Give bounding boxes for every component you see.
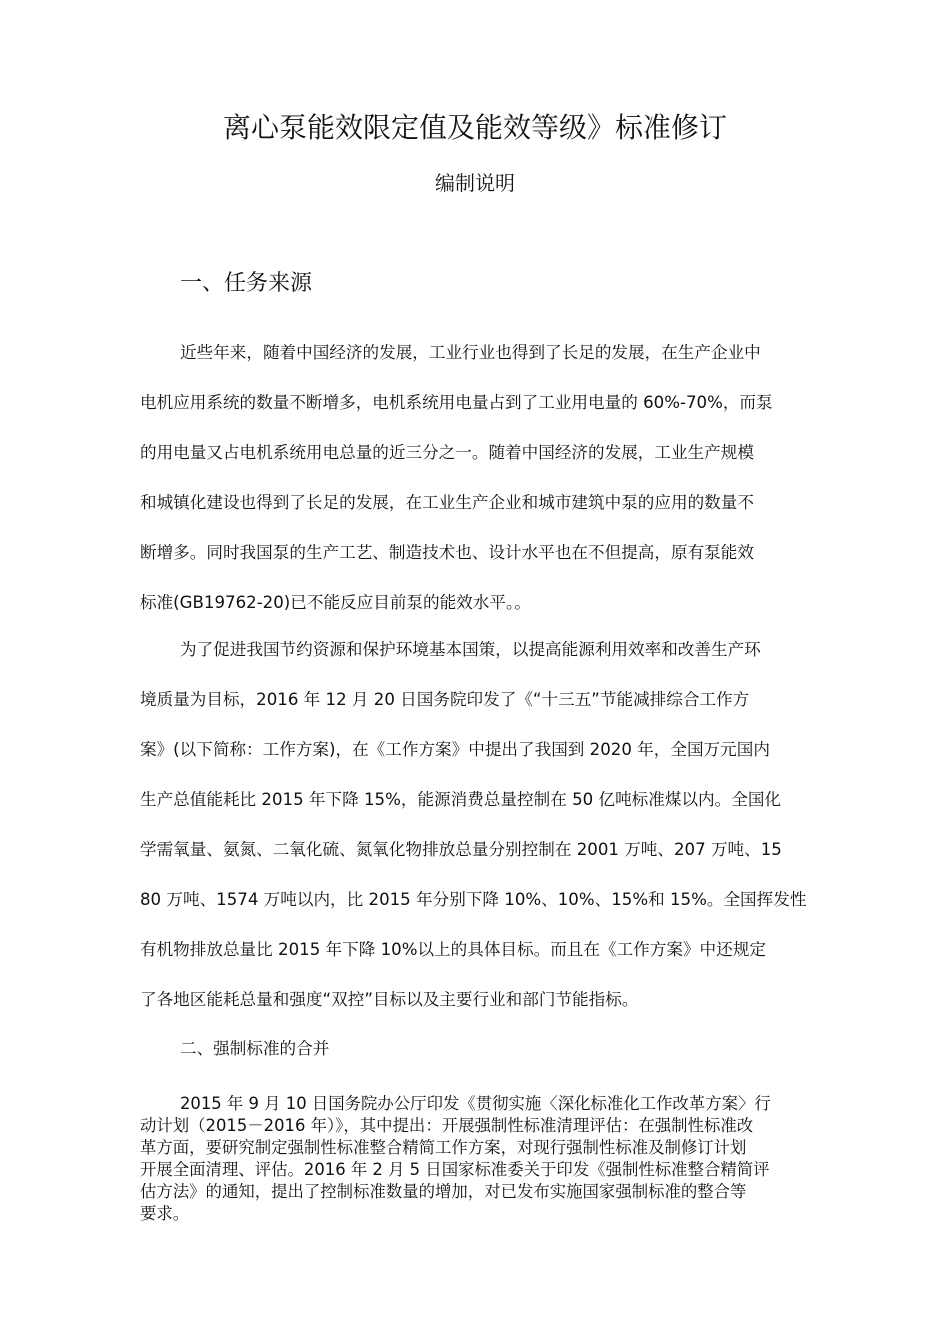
paragraph-line: 估方法》的通知，提出了控制标准数量的增加，对已发布实施国家强制标准的整合等	[140, 1182, 747, 1201]
section-heading-task-source: 一、任务来源	[180, 271, 313, 296]
paragraph-line: 的用电量又占电机系统用电总量的近三分之一。随着中国经济的发展，工业生产规模	[140, 443, 754, 462]
paragraph-line: 电机应用系统的数量不断增多，电机系统用电量占到了工业用电量的 60%-70%，而泵	[140, 393, 773, 412]
paragraph-policy	[140, 625, 820, 1025]
paragraph-line: 为了促进我国节约资源和保护环境基本国策，以提高能源利用效率和改善生产环	[180, 640, 761, 659]
section-heading-standard-merge: 二、强制标准的合并	[180, 1039, 330, 1058]
paragraph-line: 开展全面清理、评估。2016 年 2 月 5 日国家标准委关于印发《强制性标准整合精简评	[140, 1160, 770, 1179]
paragraph-line: 要求。	[140, 1204, 190, 1223]
paragraph-line: 生产总值能耗比 2015 年下降 15%，能源消费总量控制在 50 亿吨标准煤以内。全国化	[140, 790, 782, 809]
paragraph-line: 80 万吨、1574 万吨以内，比 2015 年分别下降 10%、10%、15%和 15%。全国挥发性	[140, 890, 807, 909]
paragraph-line: 学需氧量、氨氮、二氧化硫、氮氧化物排放总量分别控制在 2001 万吨、207 万吨、15	[140, 840, 782, 859]
paragraph-line: 境质量为目标，2016 年 12 月 20 日国务院印发了《“十三五”节能减排综合工作方	[140, 690, 750, 709]
paragraph-line: 动计划（2015－2016 年）》，其中提出：开展强制性标准清理评估：在强制性标准改	[140, 1116, 754, 1135]
paragraph-line: 标准(GB19762-20)已不能反应目前泵的能效水平。。	[140, 593, 531, 612]
paragraph-line: 了各地区能耗总量和强度“双控”目标以及主要行业和部门节能指标。	[140, 990, 639, 1009]
paragraph-line: 案》(以下简称：工作方案)，在《工作方案》中提出了我国到 2020 年，全国万元国内	[140, 740, 770, 759]
document-subtitle: 编制说明	[435, 171, 515, 195]
paragraph-line: 和城镇化建设也得到了长足的发展，在工业生产企业和城市建筑中泵的应用的数量不	[140, 493, 754, 512]
paragraph-line: 革方面，要研究制定强制性标准整合精简工作方案，对现行强制性标准及制修订计划	[140, 1138, 747, 1157]
paragraph-line: 有机物排放总量比 2015 年下降 10%以上的具体目标。而且在《工作方案》中还规定	[140, 940, 766, 959]
paragraph-line: 2015 年 9 月 10 日国务院办公厅印发《贯彻实施〈深化标准化工作改革方案〉行	[180, 1094, 771, 1113]
paragraph-background	[140, 328, 820, 628]
paragraph-line: 近些年来，随着中国经济的发展，工业行业也得到了长足的发展，在生产企业中	[180, 343, 761, 362]
document-title: 离心泵能效限定值及能效等级》标准修订	[222, 111, 727, 144]
paragraph-line: 断增多。同时我国泵的生产工艺、制造技术也、设计水平也在不但提高，原有泵能效	[140, 543, 754, 562]
paragraph-standard-merge	[140, 1093, 820, 1225]
